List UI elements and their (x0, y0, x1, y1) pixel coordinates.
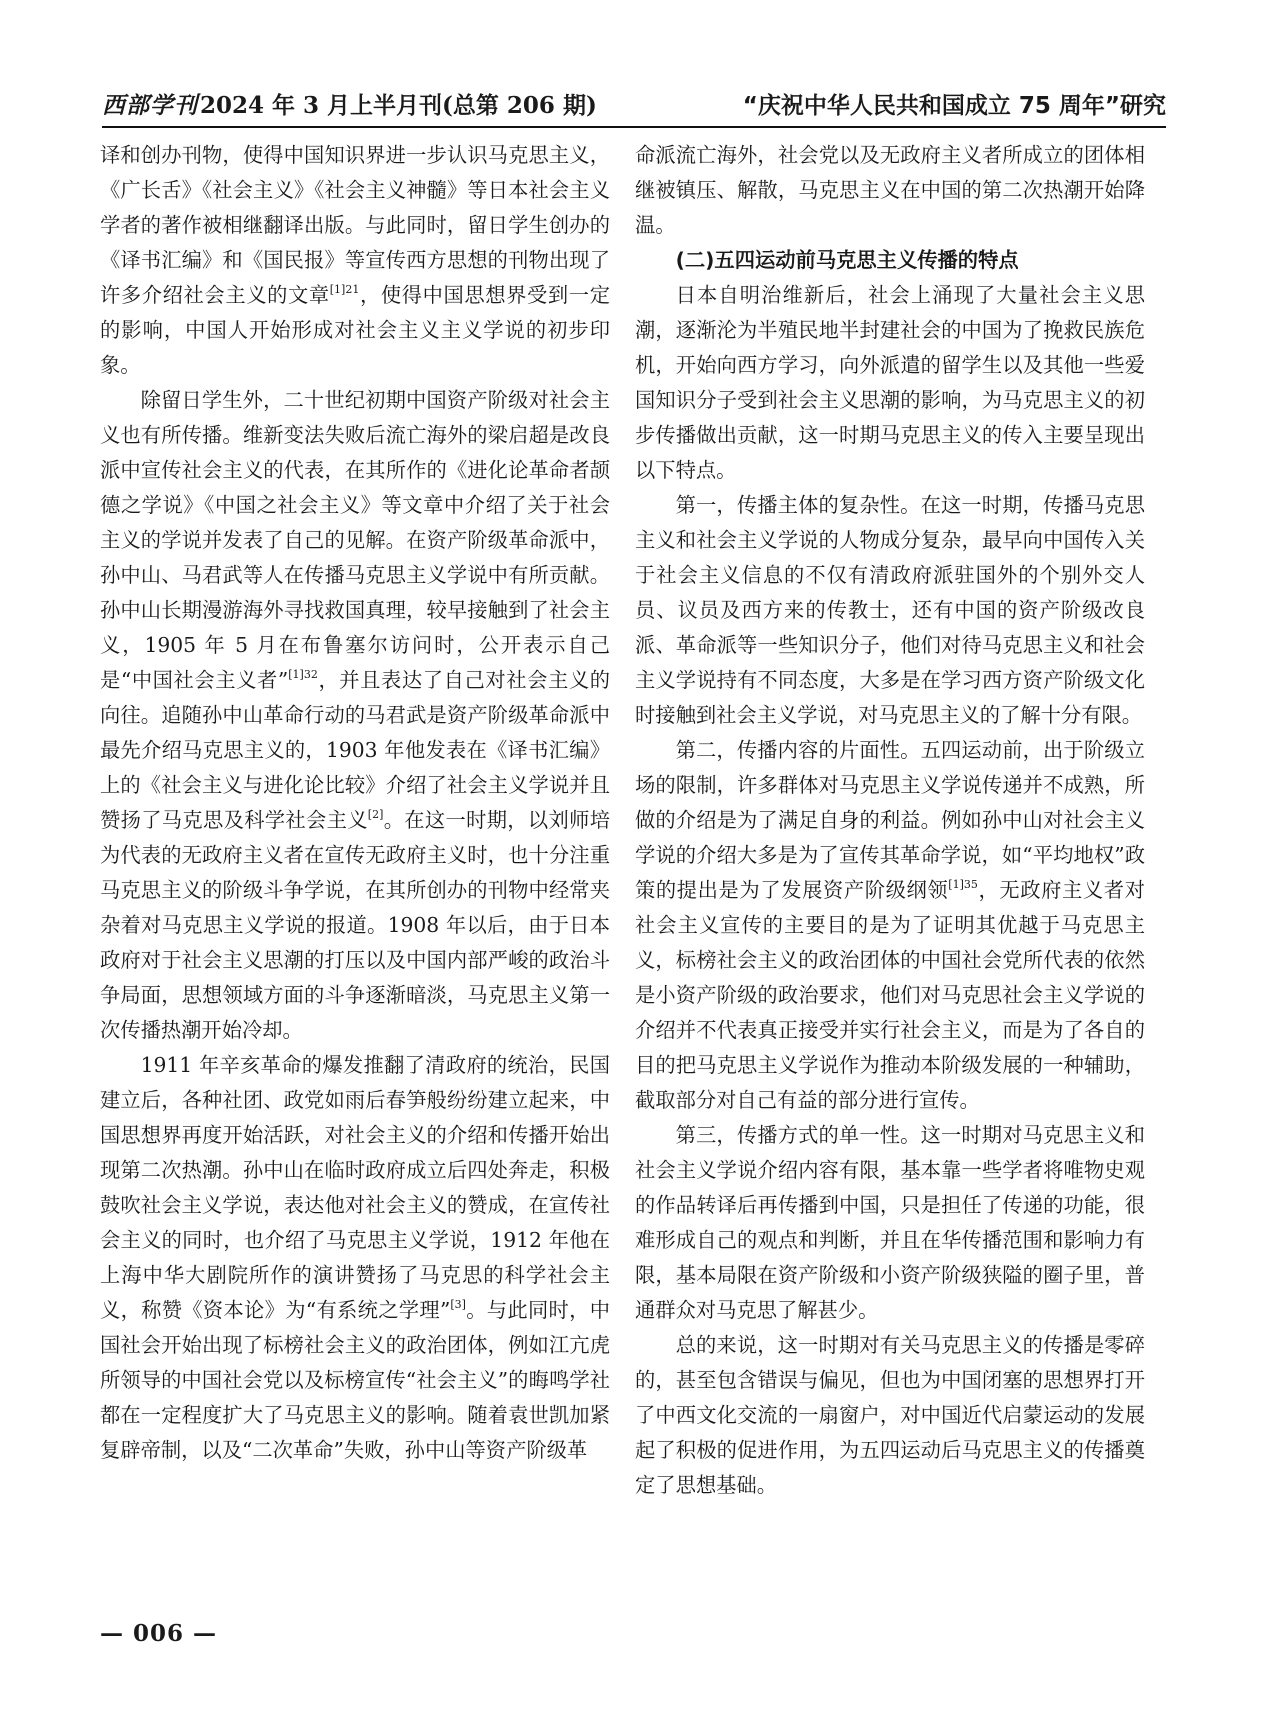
journal-logo: 西部学刊 (102, 92, 198, 119)
paragraph: 除留日学生外，二十世纪初期中国资产阶级对社会主义也有所传播。维新变法失败后流亡海外的梁启超是改良派中宣传社会主义的代表，在其所作的《进化论革命者颉德之学说》《中国之社会主义》等文章中介绍了关于社会主义的学说并发表了自己的见解。在资产阶级革命派中，孙中山、马君武等人在传播马克思主义学说中有所贡献。孙中山长期漫游海外寻找救国真理，较早接触到了社会主义，1905 年 5 月在布鲁塞尔访问时，公开表示自己是“中国社会主义者”$^{[1]32}$，并且表达了自己对社会主义的向往。追随孙中山革命行动的马君武是资产阶级革命派中最先介绍马克思主义的，1903 年他发表在《译书汇编》上的《社会主义与进化论比较》介绍了社会主义学说并且赞扬了马克思及科学社会主义[2]。在这一时期，以刘师培为代表的无政府主义者在宣传无政府主义时，也十分注重马克思主义的阶级斗争学说，在其所创办的刊物中经常夹杂着对马克思主义学说的报道。1908 年以后，由于日本政府对于社会主义思潮的打压以及中国内部严峻的政治斗争局面，思想领域方面的斗争逐渐暗淡，马克思主义第一次传播热潮开始冷却。 (100, 388, 610, 1042)
citation: [1]21 (329, 283, 360, 296)
right-column (635, 138, 1145, 1503)
paragraph: 总的来说，这一时期对有关马克思主义的传播是零碎的，甚至包含错误与偏见，但也为中国闭塞的思想界打开了中西文化交流的一扇窗户，对中国近代启蒙运动的发展起了积极的促进作用，为五四运动后马克思主义的传播奠定了思想基础。 (635, 1333, 1145, 1497)
citation: [1]35 (948, 878, 978, 891)
paragraph: 第一，传播主体的复杂性。在这一时期，传播马克思主义和社会主义学说的人物成分复杂，最早向中国传入关于社会主义信息的不仅有清政府派驻国外的个别外交人员、议员及西方来的传教士，还有中国的资产阶级改良派、革命派等一些知识分子，他们对待马克思主义和社会主义学说持有不同态度，大多是在学习西方资产阶级文化时接触到社会主义学说，对马克思主义的了解十分有限。 (635, 493, 1145, 727)
page-number: — 006 — (100, 1620, 218, 1647)
paragraph: 第二，传播内容的片面性。五四运动前，出于阶级立场的限制，许多群体对马克思主义学说传递并不成熟，所做的介绍是为了满足自身的利益。例如孙中山对社会主义学说的介绍大多是为了宣传其革命学说，如“平均地权”政策的提出是为了发展资产阶级纲领$^{[1]35}$，无政府主义者对社会主义宣传的主要目的是为了证明其优越于马克思主义，标榜社会主义的政治团体的中国社会党所代表的依然是小资产阶级的政治要求，他们对马克思社会主义学说的介绍并不代表真正接受并实行社会主义，而是为了各自的目的把马克思主义学说作为推动本阶级发展的一种辅助，截取部分对自己有益的部分进行宣传。 (635, 738, 1145, 1112)
citation: [3] (450, 1298, 466, 1311)
paragraph: 日本自明治维新后，社会上涌现了大量社会主义思潮，逐渐沦为半殖民地半封建社会的中国为了挽救民族危机，开始向西方学习，向外派遣的留学生以及其他一些爱国知识分子受到社会主义思潮的影响，为马克思主义的初步传播做出贡献，这一时期马克思主义的传入主要呈现出以下特点。 (635, 283, 1145, 482)
citation: [2] (367, 808, 384, 821)
page-header (102, 86, 1166, 128)
paragraph: 第三，传播方式的单一性。这一时期对马克思主义和社会主义学说介绍内容有限，基本靠一些学者将唯物史观的作品转译后再传播到中国，只是担任了传递的功能，很难形成自己的观点和判断，并且在华传播范围和影响力有限，基本局限在资产阶级和小资产阶级狭隘的圈子里，普通群众对马克思了解甚少。 (635, 1123, 1145, 1322)
paragraph: 1911 年辛亥革命的爆发推翻了清政府的统治，民国建立后，各种社团、政党如雨后春笋般纷纷建立起来，中国思想界再度开始活跃，对社会主义的介绍和传播开始出现第二次热潮。孙中山在临时政府成立后四处奔走，积极鼓吹社会主义学说，表达他对社会主义的赞成，在宣传社会主义的同时，也介绍了马克思主义学说，1912 年他在上海中华大剧院所作的演讲赞扬了马克思的科学社会主义，称赞《资本论》为“有系统之学理”[3]。与此同时，中国社会开始出现了标榜社会主义的政治团体，例如江亢虎所领导的中国社会党以及标榜宣传“社会主义”的晦鸣学社都在一定程度扩大了马克思主义的影响。随着袁世凯加紧复辟帝制，以及“二次革命”失败，孙中山等资产阶级革 (100, 1053, 610, 1462)
left-column (100, 138, 610, 1468)
issue-info: 2024 年 3 月上半月刊(总第 206 期) (200, 92, 597, 119)
paragraph: 命派流亡海外，社会党以及无政府主义者所成立的团体相继被镇压、解散，马克思主义在中国的第二次热潮开始降温。 (635, 143, 1145, 237)
header-left (102, 87, 597, 120)
citation: [1]32 (288, 668, 318, 681)
column-title: “庆祝中华人民共和国成立 75 周年”研究 (742, 93, 1166, 119)
paragraph: 译和创办刊物，使得中国知识界进一步认识马克思主义，《广长舌》《社会主义》《社会主义神髓》等日本社会主义学者的著作被相继翻译出版。与此同时，留日学生创办的《译书汇编》和《国民报》等宣传西方思想的刊物出现了许多介绍社会主义的文章$^{[1]21}$，使得中国思想界受到一定的影响，中国人开始形成对社会主义主义学说的初步印象。 (100, 143, 610, 377)
section-heading: (二)五四运动前马克思主义传播的特点 (675, 248, 1019, 272)
